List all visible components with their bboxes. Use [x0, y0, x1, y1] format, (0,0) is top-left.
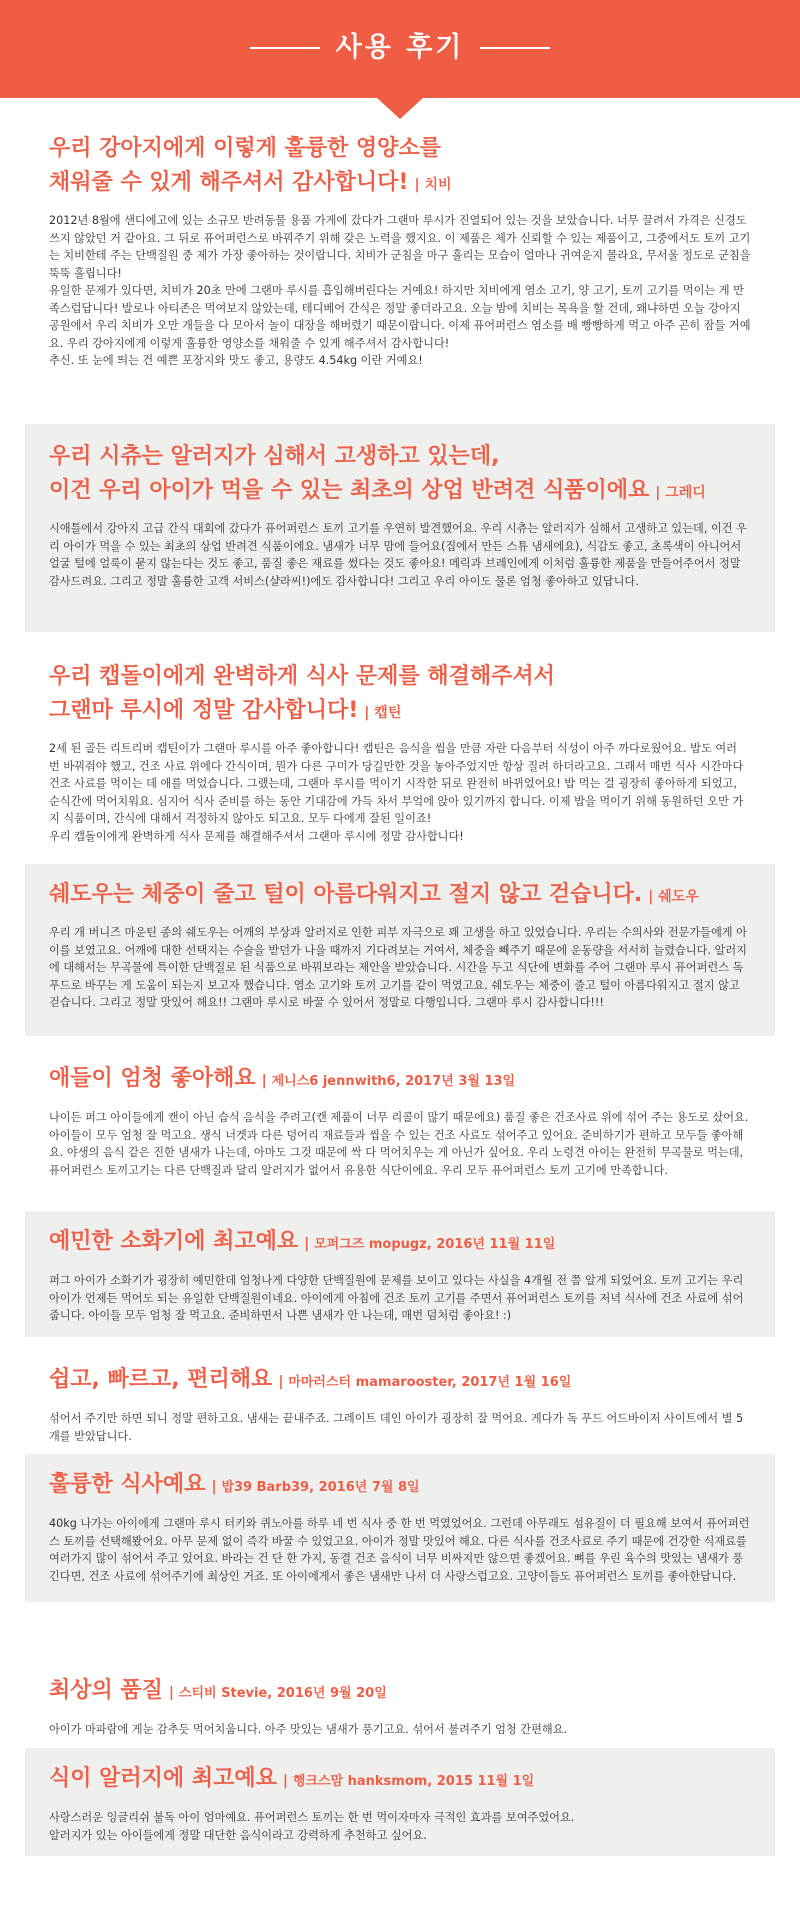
header-line-right — [480, 47, 550, 49]
review-title-line: 예민한 소화기에 최고예요 — [49, 1229, 299, 1254]
review-title — [49, 878, 751, 914]
review-title — [49, 1762, 751, 1799]
review-card — [25, 1674, 775, 1738]
review-card — [25, 424, 775, 632]
review-body — [49, 740, 751, 845]
header-notch — [376, 97, 424, 119]
review-card — [25, 1748, 775, 1856]
review-card — [25, 1454, 775, 1602]
review-author: | 행크스맘 hanksmom, 2015 11월 1일 — [282, 1773, 535, 1789]
review-author: | 모퍼그즈 mopugz, 2016년 11월 11일 — [304, 1236, 556, 1252]
review-paragraph: 우리 개 버니즈 마운틴 종의 쉐도우는 어깨의 부상과 알러지로 인한 피부 자극으로 꽤 고생을 하고 있었습니다. 우리는 수의사와 전문가들에게 아이를 보였고요. 어깨에 대한 선택지는 수술을 받던가 나을 때까지 기다려보는 거여서, 체중을 빼주기 때문에 운동량을 서서히 늘렸습니다. 알러지에 대해서는 무곡물에 특이한 단백질로 된 식품으로 바꿔보라는 제안을 받았습니다. 시간을 두고 식단에 변화를 주어 그랜마 루시 퓨어퍼런스 독 푸드로 바꾸는 게 도움이 되는지 보고자 했습니다. 염소 고기와 토끼 고기를 같이 먹였고요. 쉐도우는 체중이 줄고 털이 아름다워지고 절지 않고 걷습니다. 그리고 정말 맛있어 해요!! 그랜마 루시로 바꿀 수 있어서 정말로 다행입니다. 그랜마 루시 감사합니다!!! — [49, 926, 747, 1009]
review-card — [25, 644, 775, 850]
review-card — [25, 1048, 775, 1198]
review-title-line: 우리 강아지에게 이렇게 훌륭한 영양소를 — [49, 136, 441, 161]
review-paragraph: 우리 캡돌이에게 완벽하게 식사 문제를 해결해주셔서 그랜마 루시에 정말 감사합니다! — [49, 829, 464, 843]
review-paragraph: 나이든 퍼그 아이들에게 캔이 아닌 습식 음식을 주려고(캔 제품이 너무 리콜이 많기 때문에요) 품질 좋은 건조사료 위에 섞어 주는 용도로 샀어요. 아이들이 모두 엄청 잘 먹고요. 생식 너겟과 다른 덩어리 재료들과 씹을 수 있는 건조 사료도 섞어주고 있어요. 준비하기가 편하고 모두들 좋아해요. 야생의 음식 같은 진한 냄새가 나는데, 아마도 그것 때문에 싹 다 먹어치우는 게 아닌가 싶어요. 우리 노령견 아이는 완전히 무곡물로 먹는데, 퓨어퍼런스 토끼고기는 다른 단백질과 달리 알러지가 없어서 유용한 식단이에요. 우리 모두 퓨어퍼런스 토끼 고기에 만족합니다. — [49, 1111, 749, 1177]
review-title — [49, 660, 751, 730]
review-paragraph: 2세 된 골든 리트리버 캡틴이가 그랜마 루시를 아주 좋아합니다! 캡틴은 음식을 씹을 만큼 자란 다음부터 식성이 아주 까다로웠어요. 밥도 여러 번 바꿔줘야 했고, 건조 사료 위에다 간식이며, 뭔가 다른 구미가 당길만한 것을 놓아주었지만 항상 질려 하더라고요. 그래서 매번 식사 시간마다 건조 사료를 먹이는 데 애를 먹었습니다. 그랬는데, 그랜마 루시를 먹이기 시작한 뒤로 완전히 바뀌었어요! 밥 먹는 걸 굉장히 좋아하게 되었고, 순식간에 먹어치워요. 심지어 식사 준비를 하는 동안 기대감에 가득 차서 부엌에 앉아 있기까지 합니다. 이제 밥을 먹이기 위해 동원하던 오만 가지 식품이며, 간식에 대해서 걱정하지 않아도 되고요. 모두 다에게 잘된 일이죠! — [49, 742, 744, 825]
review-author: | 쉐도우 — [648, 889, 699, 905]
review-paragraph: 퍼그 아이가 소화기가 굉장히 예민한데 엄청나게 다양한 단백질원에 문제를 보이고 있다는 사실을 4개월 전 쯤 알게 되었어요. 토끼 고기는 우리 아이가 언제든 먹어도 되는 유일한 단백질원이네요. 아이에게 아침에 건조 토끼 고기를 주면서 퓨어퍼런스 토끼를 저녁 식사에 건조 사료에 섞어 줍니다. 아이들 모두 엄청 잘 먹고요. 준비하면서 나쁜 냄새가 안 나는데, 매번 덤처럼 좋아요! :) — [49, 1274, 744, 1322]
review-paragraph: 사랑스러운 잉글리쉬 불독 아이 엄마예요. 퓨어퍼런스 토끼는 한 번 먹이자마자 극적인 효과를 보여주었어요. — [49, 1811, 575, 1824]
review-body — [49, 1272, 751, 1325]
review-paragraph: 아이가 마파람에 게눈 감추듯 먹어치웁니다. 아주 맛있는 냄새가 풍기고요. 섞어서 불려주기 엄청 간편해요. — [49, 1723, 568, 1736]
review-paragraph: 유일한 문제가 있다면, 치비가 20초 만에 그랜마 루시를 흡입해버린다는 거예요! 하지만 치비에게 염소 고기, 양 고기, 토끼 고기를 먹이는 게 만족스럽답니다! 발로나 아티존은 먹여보지 않았는데, 테디베어 간식은 정말 좋더라고요. 오늘 밤에 치비는 목욕을 할 건데, 왜냐하면 오늘 강아지 공원에서 우리 치비가 오만 개들을 다 모아서 놀이 대장을 해버렸기 때문이랍니다. 이제 퓨어퍼런스 염소를 배 빵빵하게 먹고 아주 곤히 잠들 거예요. 우리 강아지에게 이렇게 훌륭한 영양소를 채워줄 수 있게 해주셔서 감사합니다! — [49, 284, 751, 350]
review-body — [49, 1809, 751, 1844]
review-title — [49, 440, 751, 510]
review-paragraph: 알러지가 있는 아이들에게 정말 대단한 음식이라고 강력하게 추천하고 싶어요. — [49, 1828, 427, 1842]
review-author: | 제니스6 jennwith6, 2017년 3월 13일 — [261, 1073, 516, 1089]
review-title — [49, 132, 751, 202]
review-title-line: 훌륭한 식사예요 — [49, 1472, 206, 1497]
review-title-line: 이건 우리 아이가 먹을 수 있는 최초의 상업 반려견 식품이에요 — [49, 478, 650, 503]
review-paragraph: 시애틀에서 강아지 고급 간식 대회에 갔다가 퓨어퍼런스 토끼 고기를 우연히 발견했어요. 우리 시츄는 알러지가 심해서 고생하고 있는데, 이건 우리 아이가 먹을 수 있는 최초의 상업 반려견 식품이에요. 냄새가 너무 맘에 들어요(집에서 만든 스튜 냄새에요), 식감도 좋고, 초록색이 아니어서 얼굴 털에 얼룩이 묻지 않는다는 것도 좋고, 품질 좋은 재료를 썼다는 것도 좋아요! 메릭과 브레인에게 이처럼 훌륭한 제품을 만들어주어서 정말 감사드려요. 그리고 정말 훌륭한 고객 서비스(샬라씨!)에도 감사합니다! 그리고 우리 아이도 물론 엄청 좋아하고 있답니다. — [49, 522, 747, 588]
review-title-line: 애들이 엄청 좋아해요 — [49, 1066, 256, 1091]
header-banner — [0, 0, 800, 98]
review-body — [49, 1721, 751, 1739]
review-author: | 스티비 Stevie, 2016년 9월 20일 — [168, 1685, 387, 1701]
review-card — [25, 132, 775, 405]
review-title-line: 식이 알러지에 최고예요 — [49, 1766, 277, 1791]
review-title-line: 쉽고, 빠르고, 편리해요 — [49, 1367, 273, 1392]
header-line-left — [250, 47, 320, 49]
review-author: | 밥39 Barb39, 2016년 7월 8일 — [211, 1479, 420, 1495]
review-paragraph: 추신. 또 눈에 띄는 건 예쁜 포장지와 맛도 좋고, 용량도 4.54kg 이란 거예요! — [49, 354, 423, 367]
review-paragraph: 2012년 8월에 샌디에고에 있는 소규모 반려동물 용품 가게에 갔다가 그랜마 루시가 진열되어 있는 것을 보았습니다. 너무 끌려서 가격은 신경도 쓰지 않았던 거 같아요. 그 뒤로 퓨어퍼런스로 바꿔주기 위해 갖은 노력을 했지요. 이 제품은 제가 신뢰할 수 있는 제품이고, 그중에서도 토끼 고기는 치비한테 주는 단백질원 중 제가 가장 좋아하는 것이랍니다. 치비가 군침을 마구 흘리는 모습이 얼마나 귀여운지 몰라요, 무서울 정도로 군침을 뚝뚝 흘립니다! — [49, 214, 751, 280]
review-card — [25, 1349, 775, 1441]
review-title — [49, 1468, 751, 1505]
review-body — [49, 1515, 751, 1585]
review-title-line: 우리 시츄는 알러지가 심해서 고생하고 있는데, — [49, 444, 500, 469]
review-title — [49, 1363, 751, 1400]
review-body — [49, 520, 751, 590]
review-body — [49, 212, 751, 370]
review-card — [25, 1211, 775, 1337]
review-paragraph: 섞어서 주기만 하면 되니 정말 편하고요. 냄새는 끝내주죠. 그레이트 데인 아이가 굉장히 잘 먹어요. 게다가 독 푸드 어드바이저 사이트에서 별 5개를 받았답니다. — [49, 1412, 744, 1443]
review-author: | 치비 — [414, 177, 452, 193]
page-title: 사용 후기 — [335, 32, 465, 63]
review-paragraph: 40kg 나가는 아이에게 그랜마 루시 터키와 퀴노아를 하루 네 번 식사 중 한 번 먹였었어요. 그런데 아무래도 섬유질이 더 필요해 보여서 퓨어퍼런스 토끼를 선택해봤어요. 아무 문제 없이 즉각 바꿀 수 있었고요. 아이가 정말 맛있어 해요. 다른 식사를 건조사료로 주기 때문에 건강한 식재료를 여러가지 많이 섞어서 주고 있어요. 바라는 건 단 한 가지, 동결 건조 음식이 너무 비싸지만 않으면 좋겠어요. 뼈를 우린 육수의 맛있는 냄새가 풍긴다면, 건조 사료에 섞어주기에 최상인 거죠. 또 아이에게서 좋은 냄새만 나서 더 사랑스럽고요. 고양이들도 퓨어퍼런스 토끼를 좋아한답니다. — [49, 1517, 750, 1583]
review-body — [49, 924, 751, 1012]
review-author: | 마마러스터 mamarooster, 2017년 1월 16일 — [278, 1374, 572, 1390]
review-title-line: 쉐도우는 체중이 줄고 털이 아름다워지고 절지 않고 걷습니다. — [49, 882, 643, 907]
review-title-line: 우리 캡돌이에게 완벽하게 식사 문제를 해결해주셔서 — [49, 664, 555, 689]
review-title-line: 채워줄 수 있게 해주셔서 감사합니다! — [49, 170, 409, 195]
header-title-wrap — [0, 28, 800, 68]
review-body — [49, 1109, 751, 1179]
review-author: | 캡틴 — [364, 705, 402, 721]
review-title-line: 그랜마 루시에 정말 감사합니다! — [49, 698, 359, 723]
review-title — [49, 1674, 751, 1711]
review-title-line: 최상의 품질 — [49, 1678, 163, 1703]
review-body — [49, 1410, 751, 1445]
review-author: | 그레디 — [655, 485, 706, 501]
review-title — [49, 1225, 751, 1262]
review-title — [49, 1062, 751, 1099]
review-card — [25, 864, 775, 1036]
